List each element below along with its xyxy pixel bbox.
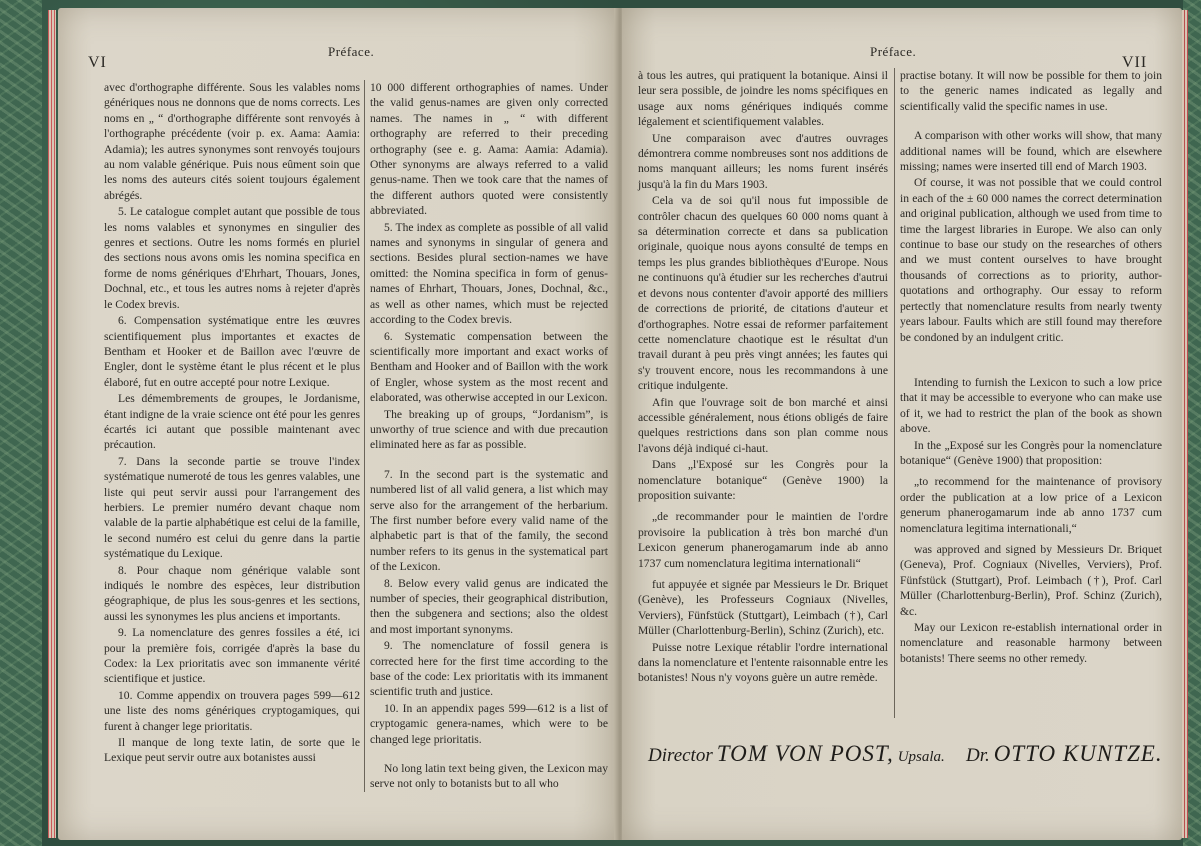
paragraph: 10. Comme appendix on trouvera pages 599—612 une liste des noms génériques cryptogamiques, qui furent à changer lege prioritatis. bbox=[104, 688, 360, 733]
running-header-left: Préface. bbox=[328, 44, 375, 59]
paragraph: avec d'orthographe différente. Sous les valables noms génériques nous ne donnons que de noms corrects. Les noms en „ “ d'orthographe différente sont renvoyés à l'orthographe précédente (voir p. ex. Aama: Aamia: Adamia); les autres synonymes sont renvoyés toujours au nom valable générique. Puis nous eûment soin que les noms des auteurs cités soient toujours également abrégés. bbox=[104, 81, 360, 202]
paragraph: Intending to furnish the Lexicon to such a low price that it may be accessible to everyone who can make use of it, we had to restrict the plan of the book as shown above. bbox=[900, 375, 1162, 436]
page-edges-right bbox=[1182, 10, 1188, 838]
paragraph: 9. La nomenclature des genres fossiles a été, ici pour la première fois, corrigée d'après la base du Codex: la Lex prioritatis avec son immanente vérité scientifique et justice. bbox=[104, 626, 360, 686]
signature-kuntze bbox=[966, 741, 1163, 767]
running-header-right: Préface. bbox=[870, 44, 917, 59]
signature-name: TOM VON POST, bbox=[716, 741, 894, 766]
paragraph: In the „Exposé sur les Congrès pour la nomenclature botanique“ (Genève 1900) that proposition: bbox=[900, 438, 1162, 467]
signature-name: OTTO KUNTZE. bbox=[993, 741, 1163, 766]
paragraph: Cela va de soi qu'il nous fut impossible de contrôler chacun des quelques 60 000 noms quant à sa détermination correcte et dans sa publication originale, quoique nous ayons consulté de temps en temps les plus grandes bibliothèques d'Europe. Nous ne continuons qu'à étudier sur les recherches d'autrui et devons nous contenter d'avoir apporté des milliers de corrections de priorité, de citations d'auteur et d'orthographes. Notre essai de reformer parfaitement cette nomenclature chaotique est le résultat d'un travail durant à peu près vingt années; les fautes qui s'y trouvent encore, nous les recommandons à une critique indulgente. bbox=[638, 194, 888, 393]
french-column-right bbox=[638, 68, 888, 687]
paragraph: 5. Le catalogue complet autant que possible de tous les noms valables et synonymes en singulier des genres et sections. Outre les noms formés en pluriel des sections nous avons omis les nomina specifica en forme de noms génériques d'Ehrhart, Thouars, Jones, Dochnal, etc., et tous les autres noms à rejeter d'après le Codex brevis. bbox=[104, 205, 360, 311]
quote-paragraph: „de recommander pour le maintien de l'ordre provisoire la publication à très bon marché d'un Lexicon generum phanerogamarum inde ab anno 1737 cum nomenclatura legitima internationali“ bbox=[638, 510, 888, 570]
page-number-right: VII bbox=[1122, 54, 1148, 71]
paragraph: May our Lexicon re-establish international order in nomenclature and reasonable harmony between botanists! There seems no other remedy. bbox=[900, 621, 1162, 665]
paragraph: A comparison with other works will show, that many additional names will be found, which are elsewhere missing; names were inserted till end of March 1903. bbox=[900, 129, 1162, 174]
signature-role: Director bbox=[648, 745, 713, 766]
paragraph: Les démembrements de groupes, le Jordanisme, étant indigne de la vraie science ont été pour les genres écartés ici autant que possible maintenant avec précaution. bbox=[104, 392, 360, 452]
paragraph: was approved and signed by Messieurs Dr. Briquet (Geneva), Prof. Cogniaux (Nivelles, Verviers), Prof. Fünfstück (Stuttgart), Prof. Leimbach (†), Prof. Carl Müller (Charlottenburg-Berlin), Prof. Schinz (Zurich), &c. bbox=[900, 542, 1162, 618]
paragraph: fut appuyée et signée par Messieurs le Dr. Briquet (Genève), les Professeurs Cogniaux (Nivelles, Verviers), Fünfstück (Stuttgart), Leimbach (†), Carl Müller (Charlottenburg-Berlin), Schinz (Zurich), etc. bbox=[638, 578, 888, 638]
right-page bbox=[622, 8, 1182, 840]
paragraph: 7. Dans la seconde partie se trouve l'index systématique numeroté de tous les genres valables, une liste qui peut servir aussi pour l'arrangement des herbiers. Le premier numéro devant chaque nom valable de la partie alphabétique est celui de la famille, le second numéro est celui du genre dans la partie systématique du Lexique. bbox=[104, 454, 360, 561]
paragraph: Puisse notre Lexique rétablir l'ordre international dans la nomenclature et l'entente raisonnable entre les botanistes! Nous n'y voyons guère un autre remède. bbox=[638, 640, 888, 685]
signature-role: Dr. bbox=[966, 745, 990, 766]
signature-place: Upsala. bbox=[897, 749, 945, 765]
paragraph: 9. The nomenclature of fossil genera is corrected here for the first time according to the base of the code: Lex prioritatis with its immanent scientific truth and justice. bbox=[370, 639, 608, 699]
french-column-left bbox=[104, 80, 360, 767]
paragraph: Afin que l'ouvrage soit de bon marché et ainsi accessible généralement, nous étions obligés de faire quelques restrictions dans son plan comme nous l'avons déjà indiqué ci-haut. bbox=[638, 395, 888, 455]
paragraph: 10. In an appendix pages 599—612 is a list of cryptogamic genera-names, which were to be changed lege prioritatis. bbox=[370, 701, 608, 746]
paragraph: à tous les autres, qui pratiquent la botanique. Ainsi il leur sera possible, de joindre les noms spécifiques en usage aux noms génériques indiqués comme légalement et scientifiquement valables. bbox=[638, 69, 888, 129]
signature-post bbox=[648, 741, 945, 767]
paragraph: 6. Systematic compensation between the scientifically more important and exact works of Bentham and Hooker and of Baillon with the work of Engler, whose system as the most recent and elaborated, was otherwise accepted in our Lexicon. bbox=[370, 329, 608, 405]
paragraph: 8. Below every valid genus are indicated the number of species, their geographical distribution, then the subgenera and sections; also the oldest and most important synonyms. bbox=[370, 576, 608, 636]
paragraph: practise botany. It will now be possible for them to join to the generic names indicated as legally and scientifically valid the specific names in use. bbox=[900, 69, 1162, 113]
paragraph: Une comparaison avec d'autres ouvrages démontrera comme nombreuses sont nos additions de noms manquant ailleurs; les noms furent insérés jusqu'à la fin du Mars 1903. bbox=[638, 131, 888, 191]
paragraph: No long latin text being given, the Lexicon may serve not only to botanists but to all who bbox=[370, 762, 608, 791]
paragraph: Dans „l'Exposé sur les Congrès pour la nomenclature botanique“ (Genève 1900) la proposition suivante: bbox=[638, 458, 888, 502]
page-edges-left bbox=[48, 10, 56, 838]
paragraph: Il manque de long texte latin, de sorte que le Lexique peut servir outre aux botanistes aussi bbox=[104, 736, 360, 765]
page-number-left: VI bbox=[88, 54, 107, 71]
english-column-right bbox=[900, 68, 1162, 667]
english-column-left bbox=[370, 80, 608, 793]
column-rule bbox=[364, 80, 365, 792]
paragraph: The breaking up of groups, “Jordanism”, is unworthy of true science and with due precaution eliminated here as far as possible. bbox=[370, 407, 608, 452]
left-page bbox=[58, 8, 618, 840]
paragraph: Of course, it was not possible that we could control in each of the ± 60 000 names the correct determination and original publication, although we used from time to time the largest libraries in Europe. We also can only continue to base our study on the researches of others and we must content ourselves to have brought thousands of corrections as to priority, author-quotations and orthography. Our essay to reform pertectly that nomenclature results from nearly twenty years labour. Faults which are still found may therefore be condoned by an indulgent critic. bbox=[900, 176, 1162, 344]
paragraph: 6. Compensation systématique entre les œuvres scientifiquement plus importantes et exactes de Bentham et Hooker et de Baillon avec l'œuvre de Engler, dont le système étant le plus récent et le plus élaboré, fut en outre accepté pour notre Lexique. bbox=[104, 314, 360, 389]
paragraph: 10 000 different orthographies of names. Under the valid genus-names are given only corrected names. The names in „ “ with different orthography are referred to their preceding orthography (see e. g. Aama: Aamia: Adamia). Other synonyms are always referred to a valid genus-name. Then we took care that the names of the different authors quoted were consistently abbreviated. bbox=[370, 81, 608, 218]
paragraph: 5. The index as complete as possible of all valid names and synonyms in singular of genera and sections. Besides plural section-names we have omitted: the Nomina specifica in form of genus-names of Ehrhart, Thouars, Jones, Dochnal, &c., as well as other names, which must be rejected according to the Codex brevis. bbox=[370, 220, 608, 327]
marbled-cover-left bbox=[0, 0, 42, 846]
paragraph: 7. In the second part is the systematic and numbered list of all valid genera, a list which may serve also for the arrangement of the herbarium. The first number before every valid name of the alphabetic part is that of the family, the second number refers to its genus in the systematical part of the Lexicon. bbox=[370, 467, 608, 574]
column-rule bbox=[894, 68, 895, 718]
paragraph: 8. Pour chaque nom générique valable sont indiqués le nombre des espèces, leur distribution géographique, de plus les sous-genres et les sections, aussi les synonymes les plus anciens et importants. bbox=[104, 563, 360, 623]
quote-paragraph: „to recommend for the maintenance of provisory order the publication at a low price of a Lexicon generum phanerogamarum inde ab anno 1737 cum nomenclatura legitima internationali,“ bbox=[900, 475, 1162, 535]
